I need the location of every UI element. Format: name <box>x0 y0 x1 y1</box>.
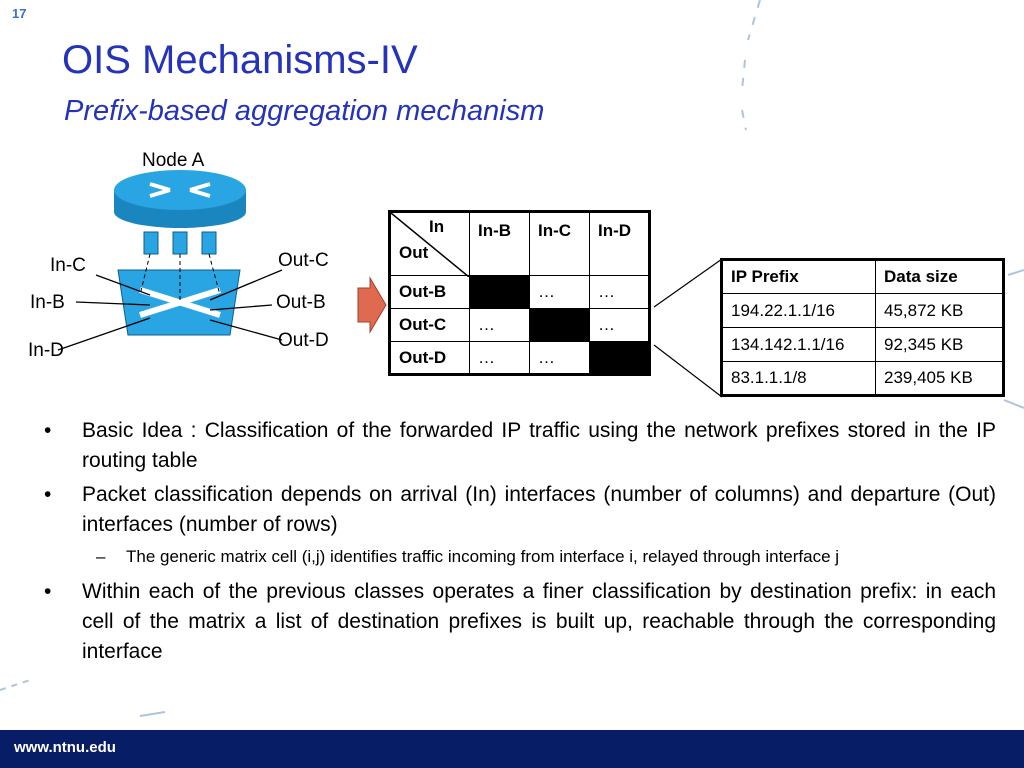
bullet-list <box>44 416 996 671</box>
bullet-dot-icon: • <box>44 580 52 603</box>
in-c-label: In-C <box>50 255 86 276</box>
bullet-item <box>44 480 996 540</box>
node-a-label: Node A <box>142 150 205 171</box>
bullet-dot-icon: • <box>44 483 52 506</box>
classification-matrix <box>388 210 651 376</box>
corner-out: Out <box>399 243 429 262</box>
bullet-text: Within each of the previous classes operates a finer classification by destination prefix: in each cell of the matrix a list of destination prefixes is built up, reachable through the corresponding interface <box>82 580 996 663</box>
out-c-label: Out-C <box>278 250 329 271</box>
dash-icon: – <box>96 547 106 566</box>
matrix-col-header: In-B <box>470 212 530 276</box>
bullet-dot-icon: • <box>44 419 52 442</box>
in-b-label: In-B <box>30 292 65 313</box>
sub-bullet-text: The generic matrix cell (i,j) identifies traffic incoming from interface i, relayed through interface j <box>126 547 840 566</box>
sub-bullet-item <box>44 544 996 569</box>
matrix-corner <box>390 212 470 276</box>
matrix-row-header: Out-C <box>390 309 470 342</box>
matrix-cell-diagonal <box>470 276 530 309</box>
bullet-item <box>44 416 996 476</box>
footer-url[interactable]: www.ntnu.edu <box>14 739 116 756</box>
matrix-cell: … <box>590 309 650 342</box>
size-header: Data size <box>876 260 1004 294</box>
zoom-lines <box>650 255 730 405</box>
bullet-text: Packet classification depends on arrival (In) interfaces (number of columns) and departure (Out) interfaces (number of rows) <box>82 483 996 536</box>
size-cell: 92,345 KB <box>876 328 1004 362</box>
matrix-cell: … <box>470 309 530 342</box>
footer-bar <box>0 730 1024 768</box>
slide-number: 17 <box>12 6 27 21</box>
corner-in: In <box>429 217 445 236</box>
matrix-cell: … <box>530 276 590 309</box>
matrix-row-header: Out-D <box>390 342 470 375</box>
matrix-cell: … <box>530 342 590 375</box>
size-cell: 45,872 KB <box>876 294 1004 328</box>
matrix-col-header: In-C <box>530 212 590 276</box>
matrix-cell-diagonal <box>590 342 650 375</box>
matrix-cell: … <box>590 276 650 309</box>
in-d-label: In-D <box>28 340 64 361</box>
prefix-cell: 134.142.1.1/16 <box>722 328 876 362</box>
matrix-cell-diagonal <box>530 309 590 342</box>
prefix-cell: 194.22.1.1/16 <box>722 294 876 328</box>
page-subtitle: Prefix-based aggregation mechanism <box>64 95 545 127</box>
bullet-text: Basic Idea : Classification of the forwarded IP traffic using the network prefixes stored in the IP routing table <box>82 419 996 472</box>
matrix-col-header: In-D <box>590 212 650 276</box>
prefix-header: IP Prefix <box>722 260 876 294</box>
out-b-label: Out-B <box>276 292 326 313</box>
matrix-row-header: Out-B <box>390 276 470 309</box>
size-cell: 239,405 KB <box>876 362 1004 396</box>
bullet-item <box>44 577 996 667</box>
page-title: OIS Mechanisms-IV <box>62 38 418 82</box>
matrix-cell: … <box>470 342 530 375</box>
prefix-cell: 83.1.1.1/8 <box>722 362 876 396</box>
out-d-label: Out-D <box>278 330 329 351</box>
prefix-table <box>720 258 1005 397</box>
